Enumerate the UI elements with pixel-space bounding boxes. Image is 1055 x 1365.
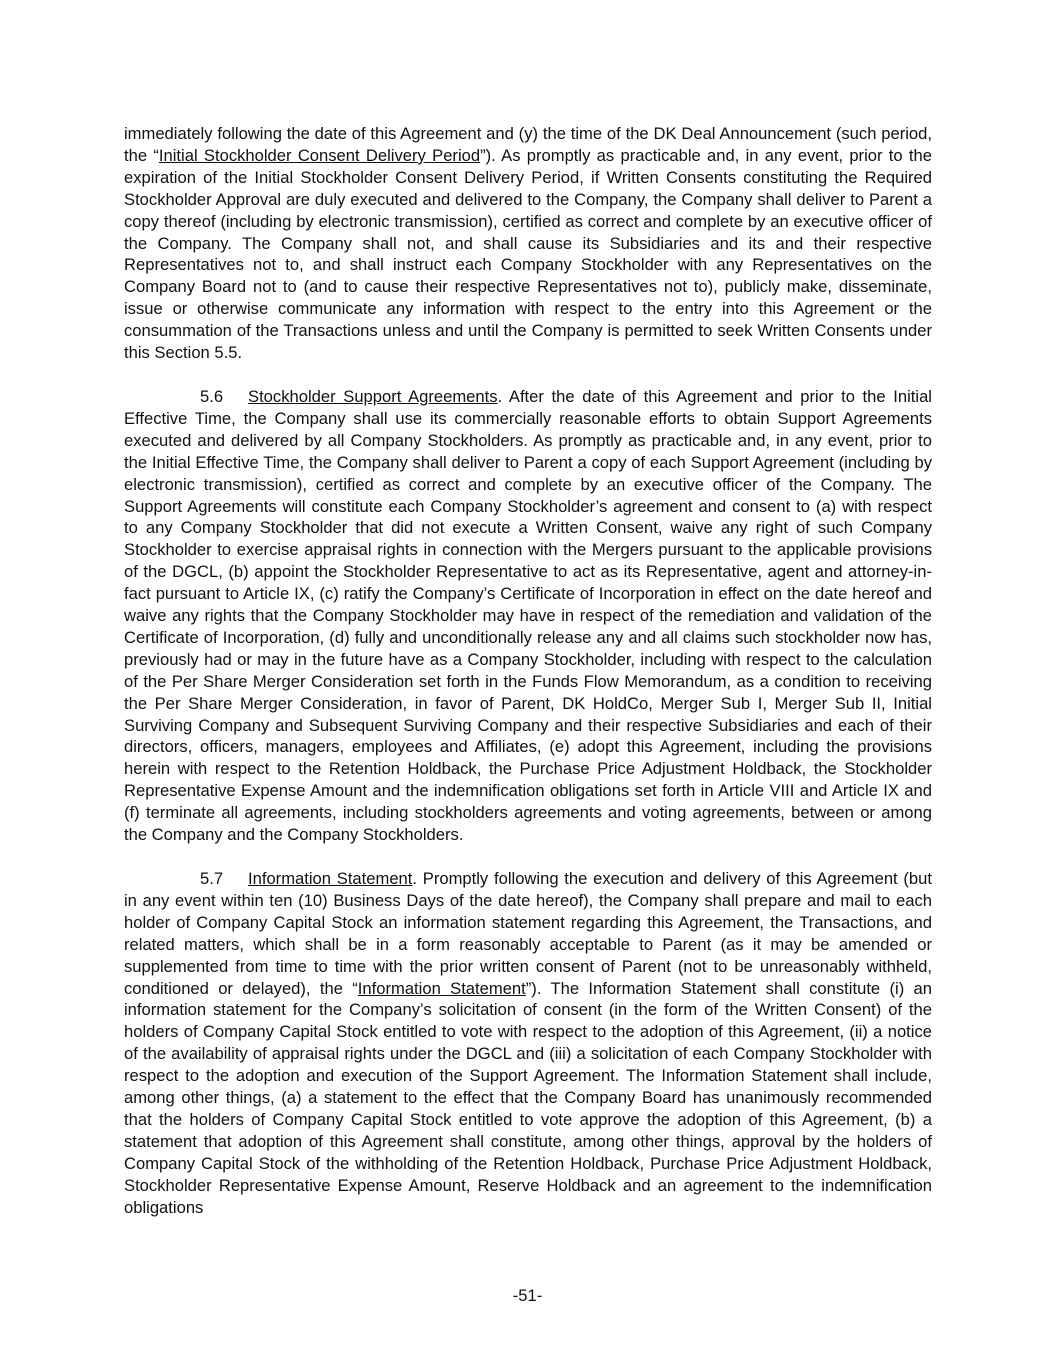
paragraph-spacer [124,846,932,868]
section-number: 5.7 [200,869,224,888]
section-5-6 [124,386,932,846]
section-body: . Promptly following the execution and delivery of this Agreement (but in any event within ten (10) Business Days of the date hereof), the Company shall prepare and mail to each holder of Company Capital Stock an information statement regarding this Agreement, the Transactions, and related matters, which shall be in a form reasonably acceptable to Parent (as it may be amended or supplemented from time to time with the prior written consent of Parent (not to be unreasonably withheld, conditioned or delayed), the “ [124,869,932,998]
section-heading: Stockholder Support Agreements [248,386,498,406]
section-number: 5.6 [200,386,224,406]
document-page [124,123,932,1219]
paragraph-spacer [124,364,932,386]
para-text: immediately following the date of this Agreement and (y) the time of the DK Deal Announcement (such period, the “ [124,124,932,165]
page-number: -51- [512,1286,543,1305]
defined-term-information-statement: Information Statement [357,978,526,998]
para-text: ”). As promptly as practicable and, in any event, prior to the expiration of the Initial Stockholder Consent Delivery Period, if Written Consents constituting the Required Stockholder Approval are duly executed and delivered to the Company, the Company shall deliver to Parent a copy thereof (including by electronic transmission), certified as correct and complete by an executive officer of the Company. The Company shall not, and shall cause its Subsidiaries and its and their respective Representatives not to, and shall instruct each Company Stockholder with any Representatives on the Company Board not to (and to cause their respective Representatives not to), publicly make, disseminate, issue or otherwise communicate any information with respect to the entry into this Agreement or the consummation of the Transactions unless and until the Company is permitted to seek Written Consents under this Section 5.5. [124,145,932,363]
paragraph-continued [124,123,932,364]
defined-term-initial-stockholder-consent-delivery-period: Initial Stockholder Consent Delivery Period [158,145,481,165]
section-5-7 [124,868,932,1219]
section-body: . After the date of this Agreement and prior to the Initial Effective Time, the Company shall use its commercially reasonable efforts to obtain Support Agreements executed and delivered by all Company Stockholders. As promptly as practicable and, in any event, prior to the Initial Effective Time, the Company shall deliver to Parent a copy of each Support Agreement (including by electronic transmission), certified as correct and complete by an executive officer of the Company. The Support Agreements will constitute each Company Stockholder’s agreement and consent to (a) with respect to any Company Stockholder that did not execute a Written Consent, waive any right of such Company Stockholder to exercise appraisal rights in connection with the Mergers pursuant to the applicable provisions of the DGCL, (b) appoint the Stockholder Representative to act as its Representative, agent and attorney-in-fact pursuant to Article IX, (c) ratify the Company’s Certificate of Incorporation in effect on the date hereof and waive any rights that the Company Stockholder may have in respect of the remediation and validation of the Certificate of Incorporation, (d) fully and unconditionally release any and all claims such stockholder now has, previously had or may in the future have as a Company Stockholder, including with respect to the calculation of the Per Share Merger Consideration set forth in the Funds Flow Memorandum, as a condition to receiving the Per Share Merger Consideration, in favor of Parent, DK HoldCo, Merger Sub I, Merger Sub II, Initial Surviving Company and Subsequent Surviving Company and their respective Subsidiaries and each of their directors, officers, managers, employees and Affiliates, (e) adopt this Agreement, including the provisions herein with respect to the Retention Holdback, the Purchase Price Adjustment Holdback, the Stockholder Representative Expense Amount and the indemnification obligations set forth in Article VIII and Article IX and (f) terminate all agreements, including stockholders agreements and voting agreements, between or among the Company and the Company Stockholders. [124,386,932,845]
section-body: ”). The Information Statement shall constitute (i) an information statement for the Company’s solicitation of consent (in the form of the Written Consent) of the holders of Company Capital Stock entitled to vote with respect to the adoption of this Agreement, (ii) a notice of the availability of appraisal rights under the DGCL and (iii) a solicitation of each Company Stockholder with respect to the adoption and execution of the Support Agreement. The Information Statement shall include, among other things, (a) a statement to the effect that the Company Board has unanimously recommended that the holders of Company Capital Stock entitled to vote approve the adoption of this Agreement, (b) a statement that adoption of this Agreement shall constitute, among other things, approval by the holders of Company Capital Stock of the withholding of the Retention Holdback, Purchase Price Adjustment Holdback, Stockholder Representative Expense Amount, Reserve Holdback and an agreement to the indemnification obligations [124,978,932,1217]
section-heading: Information Statement [248,869,413,888]
